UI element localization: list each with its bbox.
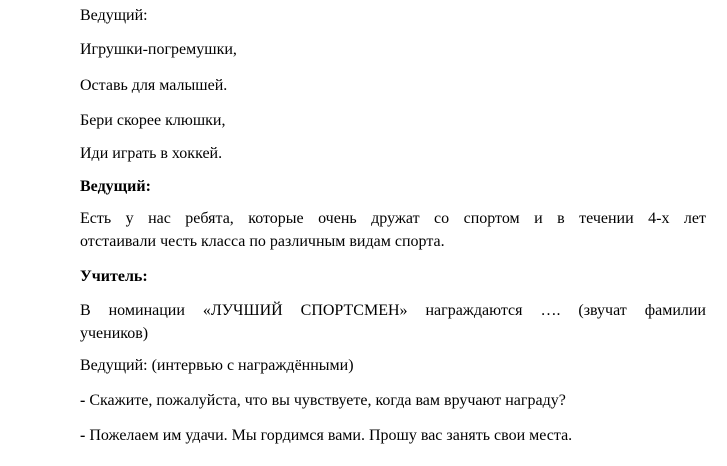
question-line-1	[80, 392, 566, 410]
speaker-label-host-bold: Ведущий:	[80, 178, 151, 195]
closing-text: Пожелаем им удачи. Мы гордимся вами. Прошу вас занять свои места.	[85, 427, 573, 444]
host-paragraph-line-2: отстаивали честь класса по различным видам спорта.	[80, 233, 445, 250]
poem-line-3: Бери скорее клюшки,	[80, 112, 226, 129]
host-paragraph	[80, 207, 706, 253]
speaker-label-host: Ведущий:	[80, 7, 148, 24]
teacher-paragraph	[80, 299, 706, 345]
poem-line-1: Игрушки-погремушки,	[80, 41, 237, 58]
document-page	[80, 0, 708, 466]
dash-marker: -	[80, 392, 86, 409]
teacher-paragraph-line-2: учеников)	[80, 325, 149, 342]
poem-line-2: Оставь для малышей.	[80, 77, 228, 94]
closing-line	[80, 427, 572, 445]
speaker-label-teacher: Учитель:	[80, 268, 148, 285]
teacher-paragraph-line-1: В номинации «ЛУЧШИЙ СПОРТСМЕН» награждаются …. (звучат фамилии	[80, 302, 706, 319]
poem-line-4: Иди играть в хоккей.	[80, 145, 223, 162]
question-text-1: Скажите, пожалуйста, что вы чувствуете, когда вам вручают награду?	[85, 392, 566, 409]
host-paragraph-line-1: Есть у нас ребята, которые очень дружат со спортом и в течении 4-х лет	[80, 210, 706, 227]
interview-heading: Ведущий: (интервью с награждёнными)	[80, 357, 354, 374]
dash-marker: -	[80, 427, 86, 444]
